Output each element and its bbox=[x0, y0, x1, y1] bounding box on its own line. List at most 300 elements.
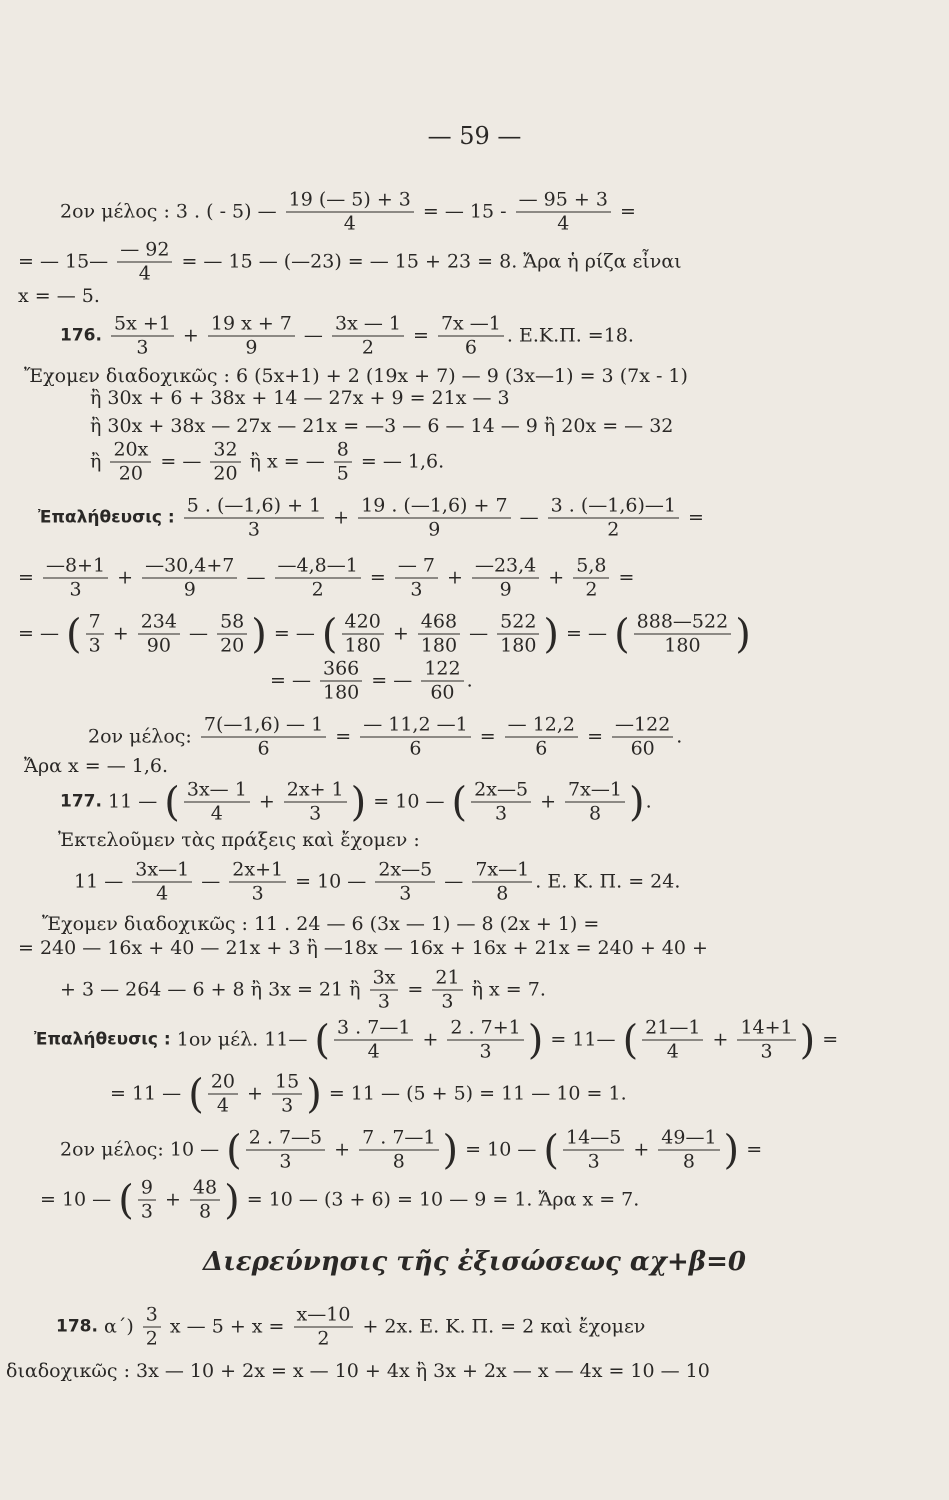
fraction bbox=[358, 494, 510, 541]
text-line bbox=[24, 756, 168, 776]
text-run: + bbox=[627, 1138, 656, 1161]
text-run: = — bbox=[365, 669, 419, 692]
fraction bbox=[565, 778, 625, 825]
text-run: = 11 — (5 + 5) = 11 — 10 = 1. bbox=[322, 1082, 627, 1105]
denominator: 3 bbox=[69, 578, 82, 601]
fraction bbox=[111, 312, 174, 359]
denominator: 8 bbox=[198, 1200, 212, 1223]
numerator: —23,4 bbox=[472, 557, 539, 579]
text-run: 11 — bbox=[101, 790, 164, 813]
denominator: 8 bbox=[682, 1150, 695, 1173]
text-run: 2ον μέλος: 10 — bbox=[60, 1138, 226, 1161]
numerator: — 92 bbox=[117, 241, 172, 263]
numerator: 19 x + 7 bbox=[208, 315, 295, 337]
text-line bbox=[56, 1303, 646, 1350]
numerator: 9 bbox=[138, 1179, 156, 1201]
fraction bbox=[190, 1176, 220, 1223]
text-run: = bbox=[329, 725, 358, 748]
text-run: 2ον μέλος: bbox=[88, 725, 198, 748]
denominator: 3 bbox=[88, 634, 101, 657]
text-run: = 11— bbox=[544, 1028, 622, 1051]
denominator: 3 bbox=[587, 1150, 600, 1173]
fraction bbox=[143, 1303, 161, 1350]
text-run: — bbox=[195, 870, 227, 893]
text-line bbox=[110, 1070, 627, 1117]
text-line bbox=[88, 713, 683, 760]
paren: ( bbox=[226, 1127, 242, 1173]
denominator: 4 bbox=[216, 1094, 229, 1117]
text-run: x — 5 + x = bbox=[163, 1315, 291, 1338]
fraction bbox=[497, 610, 539, 657]
denominator: 60 bbox=[430, 681, 455, 704]
text-run: = bbox=[473, 725, 502, 748]
text-run bbox=[102, 325, 108, 347]
section-heading: Διερεύνησις τῆς ἐξισώσεως αχ+β=0 bbox=[203, 1247, 746, 1277]
paren: ) bbox=[628, 779, 645, 825]
paren: ) bbox=[251, 611, 267, 657]
denominator: 6 bbox=[409, 737, 422, 760]
text-line bbox=[18, 554, 635, 601]
numerator: 234 bbox=[138, 613, 180, 635]
numerator: 21 bbox=[432, 969, 462, 991]
paren: ) bbox=[723, 1127, 740, 1173]
denominator: 2 bbox=[585, 578, 598, 601]
denominator: 180 bbox=[323, 681, 360, 704]
text-run: — bbox=[182, 622, 215, 645]
paren: ) bbox=[735, 611, 751, 657]
paren: ) bbox=[224, 1177, 240, 1223]
exercise-label: 178. bbox=[56, 1316, 98, 1337]
text-line bbox=[18, 238, 682, 285]
numerator: 2x—5 bbox=[375, 861, 435, 883]
text-line bbox=[38, 494, 704, 541]
fraction bbox=[184, 494, 324, 541]
numerator: 3 . (—1,6)—1 bbox=[548, 497, 679, 519]
text-run: + 2x. Ε. Κ. Π. = 2 καὶ ἔχομεν bbox=[356, 1315, 646, 1338]
numerator: 5x +1 bbox=[111, 315, 174, 337]
fraction bbox=[332, 312, 404, 359]
numerator: —8+1 bbox=[43, 557, 108, 579]
denominator: 3 bbox=[760, 1040, 773, 1063]
paren: ) bbox=[350, 779, 367, 825]
numerator: 7 . 7—1 bbox=[359, 1129, 438, 1151]
exercise-label: 177. bbox=[60, 791, 102, 812]
text-run: + bbox=[106, 622, 135, 645]
numerator: 14—5 bbox=[563, 1129, 624, 1151]
fraction bbox=[320, 657, 362, 704]
paren: ) bbox=[306, 1071, 322, 1117]
fraction bbox=[229, 858, 286, 905]
paren: ) bbox=[799, 1017, 816, 1063]
numerator: 21—1 bbox=[642, 1019, 703, 1041]
text-run: 1ον μέλ. 11— bbox=[170, 1028, 314, 1051]
fraction bbox=[138, 1176, 156, 1223]
fraction bbox=[421, 657, 463, 704]
denominator: 180 bbox=[344, 634, 381, 657]
text-run: = — bbox=[267, 622, 321, 645]
text-line bbox=[18, 610, 752, 657]
fraction bbox=[294, 1303, 354, 1350]
text-run: = — bbox=[560, 622, 614, 645]
denominator: 5 bbox=[336, 462, 349, 485]
numerator: 32 bbox=[210, 441, 240, 463]
numerator: 49—1 bbox=[658, 1129, 719, 1151]
paren: ( bbox=[451, 779, 468, 825]
text-run: . Ε.Κ.Π. =18. bbox=[506, 324, 634, 347]
numerator: — 95 + 3 bbox=[516, 191, 611, 213]
fraction bbox=[272, 1070, 302, 1117]
text-run: + bbox=[111, 566, 140, 589]
numerator: 5,8 bbox=[573, 557, 609, 579]
text-run: . bbox=[645, 790, 652, 813]
denominator: 4 bbox=[210, 802, 223, 825]
text-run: + bbox=[706, 1028, 735, 1051]
fraction bbox=[184, 778, 250, 825]
text-run: — bbox=[240, 566, 272, 589]
numerator: 2x—5 bbox=[471, 781, 531, 803]
text-line bbox=[60, 312, 634, 359]
numerator: 468 bbox=[418, 613, 460, 635]
fraction bbox=[334, 438, 352, 485]
text-run: . Ε. Κ. Π. = 24. bbox=[535, 870, 681, 893]
exercise-label: Ἐπαλήθευσις : bbox=[34, 1029, 171, 1050]
text-run: Ἔχομεν διαδοχικῶς : 6 (5x+1) + 2 (19x + 7) — 9 (3x—1) = 3 (7x - 1) bbox=[24, 364, 688, 387]
text-run: — bbox=[297, 324, 329, 347]
text-run: + bbox=[158, 1188, 187, 1211]
numerator: 8 bbox=[334, 441, 352, 463]
numerator: 20 bbox=[208, 1073, 238, 1095]
numerator: — 12,2 bbox=[505, 716, 578, 738]
fraction bbox=[359, 1126, 438, 1173]
text-run: = — 15 — (—23) = — 15 + 23 = 8. Ἄρα ἡ ρίζα εἶναι bbox=[175, 250, 682, 273]
paren: ( bbox=[314, 1017, 331, 1063]
denominator: 9 bbox=[499, 578, 512, 601]
denominator: 2 bbox=[607, 518, 620, 541]
numerator: 420 bbox=[342, 613, 384, 635]
fraction bbox=[217, 610, 247, 657]
text-run: = bbox=[401, 978, 430, 1001]
denominator: 4 bbox=[666, 1040, 679, 1063]
denominator: 4 bbox=[367, 1040, 380, 1063]
text-line bbox=[90, 416, 673, 436]
numerator: 366 bbox=[320, 660, 362, 682]
numerator: 3 bbox=[143, 1306, 161, 1328]
numerator: 19 . (—1,6) + 7 bbox=[358, 497, 510, 519]
text-run: = 240 — 16x + 40 — 21x + 3 ἢ —18x — 16x + 16x + 21x = 240 + 40 + bbox=[18, 936, 708, 959]
paren: ( bbox=[622, 1017, 639, 1063]
text-run: + bbox=[542, 566, 571, 589]
fraction bbox=[334, 1016, 413, 1063]
paren: ( bbox=[188, 1071, 204, 1117]
text-run: α΄) bbox=[97, 1315, 140, 1338]
fraction bbox=[658, 1126, 719, 1173]
text-run: 2ον μέλος : 3 . ( - 5) — bbox=[60, 200, 283, 223]
denominator: 3 bbox=[136, 336, 149, 359]
text-run: = — 15— bbox=[18, 250, 115, 273]
denominator: 6 bbox=[535, 737, 548, 760]
denominator: 3 bbox=[479, 1040, 492, 1063]
denominator: 3 bbox=[281, 1094, 294, 1117]
numerator: 19 (— 5) + 3 bbox=[286, 191, 414, 213]
text-run: = bbox=[406, 324, 435, 347]
fraction bbox=[275, 554, 361, 601]
fraction bbox=[563, 1126, 624, 1173]
text-run: = 11 — bbox=[110, 1082, 188, 1105]
text-run: + bbox=[386, 622, 415, 645]
text-line bbox=[60, 778, 652, 825]
fraction bbox=[284, 778, 347, 825]
text-run: = — bbox=[154, 450, 208, 473]
fraction bbox=[208, 1070, 238, 1117]
fraction bbox=[286, 188, 414, 235]
denominator: 9 bbox=[183, 578, 196, 601]
text-run: — bbox=[438, 870, 470, 893]
paren: ( bbox=[164, 779, 180, 825]
numerator: —4,8—1 bbox=[275, 557, 361, 579]
text-run: = bbox=[682, 506, 704, 529]
denominator: 8 bbox=[392, 1150, 405, 1173]
text-run: = — 1,6. bbox=[354, 450, 445, 473]
fraction bbox=[86, 610, 104, 657]
text-run: . bbox=[466, 669, 473, 692]
text-run: = bbox=[581, 725, 610, 748]
fraction bbox=[360, 713, 470, 760]
fraction bbox=[375, 858, 435, 905]
denominator: 180 bbox=[500, 634, 537, 657]
denominator: 9 bbox=[428, 518, 441, 541]
fraction bbox=[642, 1016, 703, 1063]
text-line bbox=[34, 1016, 839, 1063]
denominator: 6 bbox=[257, 737, 270, 760]
fraction bbox=[208, 312, 295, 359]
text-run: ἢ 30x + 38x — 27x — 21x = —3 — 6 — 14 — 9 ἢ 20x = — 32 bbox=[90, 414, 674, 437]
denominator: 3 bbox=[495, 802, 508, 825]
denominator: 2 bbox=[311, 578, 324, 601]
text-run: — bbox=[463, 622, 495, 645]
text-run: = — 15 - bbox=[416, 200, 513, 223]
denominator: 8 bbox=[588, 802, 602, 825]
page-number: — 59 — bbox=[427, 122, 522, 150]
numerator: 7 bbox=[86, 613, 104, 635]
numerator: x—10 bbox=[294, 1306, 354, 1328]
numerator: 3x—1 bbox=[132, 861, 192, 883]
fraction bbox=[573, 554, 609, 601]
denominator: 90 bbox=[146, 634, 171, 657]
denominator: 3 bbox=[251, 882, 264, 905]
denominator: 9 bbox=[245, 336, 258, 359]
text-run: = 10 — bbox=[367, 790, 451, 813]
numerator: 2x+ 1 bbox=[284, 781, 347, 803]
text-line bbox=[6, 1361, 710, 1381]
fraction bbox=[201, 713, 326, 760]
text-run: = 10 — bbox=[40, 1188, 118, 1211]
fraction bbox=[132, 858, 192, 905]
numerator: 48 bbox=[190, 1179, 220, 1201]
text-run: + bbox=[252, 790, 281, 813]
text-run: + 3 — 264 — 6 + 8 ἢ 3x = 21 ἢ bbox=[60, 978, 367, 1001]
text-line bbox=[90, 438, 445, 485]
fraction bbox=[43, 554, 108, 601]
denominator: 8 bbox=[496, 882, 509, 905]
text-run: = bbox=[740, 1138, 763, 1161]
text-run: = bbox=[816, 1028, 839, 1051]
text-line bbox=[40, 1176, 640, 1223]
text-run: Ἔχομεν διαδοχικῶς : 11 . 24 — 6 (3x — 1) — 8 (2x + 1) = bbox=[42, 912, 600, 935]
text-line bbox=[60, 188, 636, 235]
denominator: 2 bbox=[361, 336, 375, 359]
paren: ) bbox=[442, 1127, 459, 1173]
text-run: + bbox=[327, 506, 356, 529]
fraction bbox=[342, 610, 384, 657]
paren: ) bbox=[527, 1017, 544, 1063]
denominator: 3 bbox=[309, 802, 322, 825]
paren: ( bbox=[614, 611, 630, 657]
fraction bbox=[612, 713, 673, 760]
text-run: ἢ bbox=[90, 450, 108, 473]
numerator: 7x—1 bbox=[565, 781, 625, 803]
fraction bbox=[472, 554, 539, 601]
denominator: 4 bbox=[138, 262, 151, 285]
text-line bbox=[42, 914, 599, 934]
text-run: x = — 5. bbox=[18, 284, 100, 307]
text-line bbox=[60, 1126, 763, 1173]
paren: ( bbox=[543, 1127, 560, 1173]
numerator: 3x bbox=[370, 969, 399, 991]
text-line bbox=[24, 366, 688, 386]
text-line bbox=[60, 966, 546, 1013]
text-run: = 10 — bbox=[289, 870, 373, 893]
numerator: 3x — 1 bbox=[332, 315, 404, 337]
denominator: 6 bbox=[464, 336, 477, 359]
text-run: = bbox=[363, 566, 392, 589]
numerator: 888—522 bbox=[634, 613, 732, 635]
text-line bbox=[18, 938, 708, 958]
text-run: + bbox=[534, 790, 563, 813]
fraction bbox=[110, 438, 151, 485]
numerator: 7x—1 bbox=[472, 861, 532, 883]
numerator: — 11,2 —1 bbox=[360, 716, 470, 738]
text-run: Ἐκτελοῦμεν τὰς πράξεις καὶ ἔχομεν : bbox=[58, 828, 420, 851]
exercise-label: Ἐπαλήθευσις : bbox=[38, 507, 175, 528]
fraction bbox=[548, 494, 679, 541]
denominator: 20 bbox=[220, 634, 245, 657]
text-run: ἢ x = 7. bbox=[465, 978, 546, 1001]
numerator: 3 . 7—1 bbox=[334, 1019, 413, 1041]
denominator: 2 bbox=[317, 1327, 330, 1350]
denominator: 3 bbox=[399, 882, 412, 905]
denominator: 3 bbox=[377, 990, 391, 1013]
text-run: = — bbox=[270, 669, 317, 692]
denominator: 4 bbox=[156, 882, 169, 905]
numerator: — 7 bbox=[395, 557, 438, 579]
fraction bbox=[516, 188, 611, 235]
text-run: Ἄρα x = — 1,6. bbox=[24, 754, 168, 777]
text-run: = bbox=[613, 200, 636, 223]
fraction bbox=[737, 1016, 795, 1063]
text-run: — bbox=[513, 506, 545, 529]
denominator: 3 bbox=[247, 518, 260, 541]
text-run: + bbox=[328, 1138, 357, 1161]
fraction bbox=[142, 554, 237, 601]
fraction bbox=[117, 238, 172, 285]
paren: ( bbox=[118, 1177, 134, 1223]
denominator: 2 bbox=[145, 1327, 158, 1350]
numerator: 7(—1,6) — 1 bbox=[201, 716, 326, 738]
numerator: 15 bbox=[272, 1073, 302, 1095]
text-run: = 10 — (3 + 6) = 10 — 9 = 1. Ἄρα x = 7. bbox=[240, 1188, 640, 1211]
denominator: 180 bbox=[420, 634, 458, 657]
fraction bbox=[138, 610, 180, 657]
text-run: = bbox=[612, 566, 635, 589]
fraction bbox=[246, 1126, 325, 1173]
fraction bbox=[505, 713, 578, 760]
denominator: 180 bbox=[664, 634, 701, 657]
numerator: 2x+1 bbox=[229, 861, 286, 883]
fraction bbox=[634, 610, 732, 657]
text-run: + bbox=[440, 566, 469, 589]
denominator: 3 bbox=[441, 990, 454, 1013]
numerator: 20x bbox=[110, 441, 151, 463]
denominator: 20 bbox=[118, 462, 143, 485]
paren: ( bbox=[321, 611, 338, 657]
fraction bbox=[447, 1016, 523, 1063]
text-run: 11 — bbox=[74, 870, 130, 893]
text-run bbox=[175, 507, 181, 529]
denominator: 20 bbox=[213, 462, 238, 485]
numerator: 58 bbox=[217, 613, 247, 635]
fraction bbox=[471, 778, 531, 825]
numerator: —30,4+7 bbox=[142, 557, 237, 579]
numerator: 522 bbox=[497, 613, 539, 635]
numerator: 3x— 1 bbox=[184, 781, 250, 803]
fraction bbox=[472, 858, 532, 905]
text-run: + bbox=[416, 1028, 445, 1051]
fraction bbox=[418, 610, 460, 657]
paren: ) bbox=[543, 611, 560, 657]
denominator: 3 bbox=[279, 1150, 292, 1173]
text-line bbox=[270, 657, 473, 704]
fraction bbox=[438, 312, 504, 359]
fraction bbox=[370, 966, 399, 1013]
text-run: = — bbox=[18, 622, 65, 645]
numerator: 122 bbox=[421, 660, 463, 682]
text-run: ἢ 30x + 6 + 38x + 14 — 27x + 9 = 21x — 3 bbox=[90, 386, 510, 409]
exercise-label: 176. bbox=[60, 325, 102, 346]
numerator: —122 bbox=[612, 716, 673, 738]
fraction bbox=[210, 438, 240, 485]
text-line bbox=[58, 830, 420, 850]
text-line bbox=[90, 388, 510, 408]
text-run: διαδοχικῶς : 3x — 10 + 2x = x — 10 + 4x ἢ 3x + 2x — x — 4x = 10 — 10 bbox=[6, 1359, 710, 1382]
denominator: 3 bbox=[410, 578, 423, 601]
text-line bbox=[74, 858, 681, 905]
text-run: = bbox=[18, 566, 40, 589]
denominator: 3 bbox=[140, 1200, 153, 1223]
text-run: . bbox=[676, 725, 683, 748]
text-run: + bbox=[176, 324, 205, 347]
numerator: 5 . (—1,6) + 1 bbox=[184, 497, 324, 519]
denominator: 4 bbox=[557, 212, 570, 235]
text-run: + bbox=[241, 1082, 270, 1105]
numerator: 7x —1 bbox=[438, 315, 504, 337]
text-run: ἢ x = — bbox=[243, 450, 331, 473]
numerator: 2 . 7—5 bbox=[246, 1129, 325, 1151]
text-line bbox=[18, 286, 100, 306]
paren: ( bbox=[66, 611, 82, 657]
fraction bbox=[432, 966, 462, 1013]
text-run: = 10 — bbox=[459, 1138, 543, 1161]
denominator: 4 bbox=[343, 212, 356, 235]
